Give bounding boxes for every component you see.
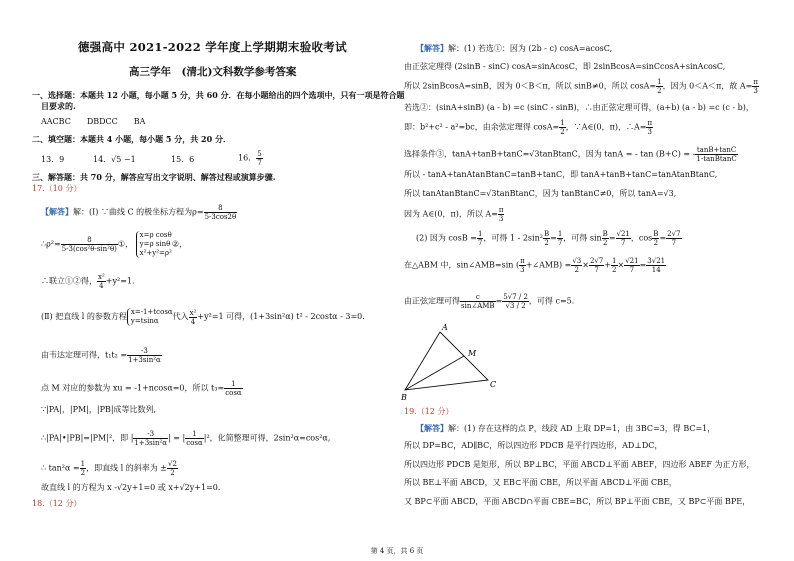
- label-c: C: [490, 380, 497, 389]
- q18-line10-f4-d: 2: [603, 239, 608, 247]
- q18-line5-den: 2: [560, 128, 565, 136]
- q18-line10-f7-d: 7: [671, 239, 677, 247]
- part1-heading: 一、选择题：本题共 12 小题，每小题 5 分，共 60 分．在每小题给出的四个选项中，只有一项是符合题: [32, 90, 405, 100]
- q17-line10-eq2: √2y+1=0.: [179, 483, 221, 492]
- q17-line6-frac: [224, 380, 242, 397]
- label-a: A: [442, 323, 448, 332]
- q18-line10-f3-n: 1: [557, 230, 563, 238]
- answer-16-num: 5: [257, 150, 262, 158]
- q18-line10-f7-n: 2√7: [667, 230, 681, 238]
- q17-line8-frac2: [185, 430, 203, 447]
- question-18-label: 18.（12 分）: [32, 499, 82, 508]
- q17-line4: [41, 308, 365, 326]
- q17-line1-den: 5-3cos2θ: [204, 213, 237, 221]
- q17-line8-tail: |²，化简整理可得，2sin²α=cos²α,: [203, 433, 331, 443]
- q18-line5-den2: 3: [647, 128, 652, 136]
- q18-line12-f2-n: 5√7 / 2: [503, 293, 528, 301]
- q17-line4-num: x²: [189, 308, 197, 317]
- part3-heading: 三、解答题：共 70 分，解答应写出文字说明、解答过程或演算步骤.: [32, 172, 276, 182]
- q17-line1-num: 8: [204, 204, 238, 213]
- q18-line3-mid: ，因为 0＜A＜π，故 A=: [662, 81, 753, 91]
- q18-line11-f5: [624, 257, 639, 274]
- q18-line3-den: 2: [657, 87, 662, 95]
- q17-line4-text: (Ⅱ) 把直线 l 的参数方程: [41, 312, 127, 321]
- segment-bm: [405, 356, 464, 390]
- q17-line10-text: 故直线 l 的方程为 x -: [41, 483, 117, 492]
- q18-line12-f1-d: sin∠AMB: [461, 302, 495, 310]
- q17-line3-frac: [97, 273, 106, 290]
- system-row-3: x²+y²=ρ²: [139, 249, 172, 257]
- q18-line11-f3-d: 7: [594, 266, 599, 274]
- page-footer: 第 4 页，共 6 页: [370, 547, 424, 555]
- q17-line8-text: ∴|PA|•|PB|=|PM|²，即 |: [41, 433, 134, 443]
- q18-line10-f4-n: B: [602, 230, 608, 238]
- q17-line10: [41, 483, 220, 493]
- q17-line5-num: -3: [127, 347, 162, 356]
- q18-line11-f1-d: 3: [520, 266, 525, 274]
- q18-line11-b: +∠AMB) =: [525, 260, 572, 270]
- q18-line11-c: ×: [582, 260, 589, 270]
- q18-line12-c: ，可得 c=5.: [528, 296, 575, 306]
- q19-line3: 所以四边形 PDCB 是矩形，所以 BP⊥BC，平面 ABCD⊥平面 ABEF，四边形 ABEF 为正方形，: [404, 460, 755, 469]
- q18-line3-frac2: [752, 78, 759, 95]
- q17-line1-frac: [204, 204, 238, 221]
- triangle-abc: [405, 332, 488, 390]
- q18-line12-text: 由正弦定理可得: [404, 296, 460, 306]
- q17-line5-text: 由韦达定理可得，t₁t₂ =: [41, 350, 128, 360]
- q17-line10-or: 或 x+: [157, 483, 180, 492]
- q18-line11-f1-n: π: [520, 257, 525, 265]
- q18-line10-d: ，可得 sin: [563, 233, 602, 243]
- q18-line10-f5: [616, 230, 631, 247]
- q17-line4-tail: +y²=1 可得，(1+3sin²α) t² - 2costα - 3=0.: [197, 312, 365, 321]
- q17-line2-mark2: ②，: [171, 239, 187, 249]
- part1-heading-cont: 目要求的.: [41, 101, 76, 111]
- q18-line10-f6-n: B: [653, 230, 659, 238]
- q17-line8-num: -3: [133, 430, 168, 439]
- question-19-label: 19.（12 分）: [404, 407, 454, 416]
- q17-line9-mid: ，即直线 l 的斜率为 ±: [86, 463, 167, 473]
- q18-line11-f2: [571, 257, 582, 274]
- q18-line3-num: 1: [657, 78, 662, 86]
- q18-line12-f1: [460, 293, 496, 310]
- q17-line6-num: 1: [224, 380, 242, 389]
- q18-line3-text: 所以 2sinBcosA=sinB，因为 0＜B＜π，所以 sinB≠0，所以 cosA=: [404, 81, 657, 91]
- q17-line9-frac2: [167, 460, 178, 477]
- q18-line10-f2-d: 2: [544, 239, 549, 247]
- q18-line11-f3: [589, 257, 604, 274]
- q17-line10-eq1: √2y+1=0: [116, 483, 156, 492]
- answer-16: [238, 150, 263, 167]
- q17-line6: [41, 380, 243, 397]
- q18-line10-e: =: [608, 233, 616, 243]
- q18-line12-f1-n: c: [460, 293, 496, 302]
- q17-line5-frac: [127, 347, 162, 364]
- q18-line3: [404, 78, 759, 95]
- q18-line10-f1-n: 1: [477, 230, 483, 238]
- q17-line8-den2: cosα: [186, 439, 203, 447]
- q17-line4-sub: 代入: [172, 312, 189, 321]
- answer-16-den: 7: [257, 159, 262, 167]
- q18-line6-text: 选择条件③，tanA+tanB+tanC=√3tanBtanC，因为 tanA = - tan (B+C) = -: [404, 149, 696, 159]
- q18-line8: 所以 tanAtanBtanC=√3tanBtanC，因为 tanBtanC≠0，所以 tanA=√3,: [404, 189, 677, 198]
- q18-line11-f2-d: 2: [574, 266, 580, 274]
- q18-line10-f1-d: 7: [477, 239, 483, 247]
- q17-line1-text: 解：(Ⅰ) ∵曲线 C 的极坐标方程为ρ=: [73, 207, 204, 217]
- answer-15: 15．6: [171, 155, 195, 164]
- q17-line4-den: 4: [190, 317, 196, 326]
- page-subtitle: 高三学年 (清北)文科数学参考答案: [129, 66, 297, 78]
- q17-line9-text: ∴ tan²α =: [41, 463, 80, 473]
- q18-line5-num2: π: [647, 119, 653, 127]
- q18-line10-c: =: [550, 233, 557, 243]
- q18-line12-f2: [502, 293, 529, 310]
- part2-heading: 二、填空题：本题共 4 小题，每小题 5 分，共 20 分．: [32, 134, 231, 144]
- q18-line6: [404, 146, 738, 163]
- answer-16-fraction: [256, 150, 262, 167]
- q18-line11-f2-n: √3: [572, 257, 582, 265]
- q17-line6-den: cosα: [225, 389, 242, 397]
- q17-line7: ∵|PA|，|PM|，|PB|成等比数列,: [41, 405, 157, 414]
- q17-line3-num: x²: [98, 273, 105, 281]
- q18-line11-f6-d: 14: [651, 266, 661, 274]
- q17-line2-text: ∴ρ²=: [41, 239, 61, 249]
- q18-line5-frac2: [646, 119, 653, 136]
- jiexi-label-19: 【解答】: [416, 423, 448, 433]
- q18-line12-b: =: [495, 296, 503, 306]
- label-m: M: [468, 349, 477, 358]
- q17-line2-frac: [61, 236, 118, 253]
- q17-line9-num: 1: [80, 460, 86, 468]
- q17-line8: [41, 430, 330, 447]
- q18-line11: [404, 257, 666, 274]
- system-row-1: x=ρ cosθ: [139, 231, 172, 239]
- q18-line10-f3-d: 7: [557, 239, 563, 247]
- q18-line5-text: 即：b²+c² - a²=bc，由余弦定理得 cosA=: [404, 122, 560, 132]
- q18-line9-text: 因为 A∈(0，π)，所以 A=: [404, 209, 498, 219]
- q17-line3-tail: +y²=1.: [105, 276, 135, 286]
- q17-line8-den: 1+3sin²α: [134, 439, 168, 447]
- q19-line5: 又 BP⊂平面 ABCD，平面 ABCD∩平面 CBE=BC，所以 BP⊥平面 CBE，又 BP⊂平面 BPE，: [404, 497, 751, 506]
- q18-line9-frac: [498, 206, 505, 223]
- q18-line11-e: ×: [617, 260, 625, 270]
- q17-line3-text: ∴联立①②得，: [41, 276, 97, 286]
- q17-line9: [41, 460, 178, 477]
- q18-line11-f5-d: 7: [629, 266, 635, 274]
- q18-line11-f4-n: 1: [612, 257, 617, 265]
- q18-line11-text: 在△ABM 中，sin∠AMB=sin (: [404, 260, 520, 270]
- q18-line1: [416, 43, 612, 54]
- q17-line5-den: 1+3sin²α: [128, 356, 161, 364]
- q18-line9: [404, 206, 504, 223]
- q17-line1: [41, 204, 237, 221]
- q17-line9-den2: 2: [170, 469, 175, 477]
- answer-13: 13．9: [41, 155, 65, 164]
- system-row-2: y=ρ sinθ: [139, 240, 171, 248]
- q19-line2: 所以 DP=BC，AD∥BC，所以四边形 PDCB 是平行四边形，AD⊥DC，: [404, 441, 663, 450]
- q18-line3-num2: π: [753, 78, 758, 86]
- q18-line11-f: =: [639, 260, 647, 270]
- question-17-label: 17.（10 分）: [32, 184, 82, 193]
- q18-line12-f2-d: √3 / 2: [505, 302, 526, 310]
- q17-line6-text: 点 M 对应的参数为 xu = -1+ncosα=0，所以 t₃=: [41, 383, 225, 393]
- q18-line11-d: +: [604, 260, 612, 270]
- jiexi-label-17: 【解答】: [41, 206, 73, 217]
- q18-line10-f2-n: B: [543, 230, 550, 238]
- q18-line5-mid: ，∵A∈(0，π)，∴A=: [565, 122, 647, 132]
- label-b: B: [401, 393, 407, 402]
- q19-line1: [416, 423, 715, 434]
- choice-answers: AACBC DBDCC BA: [41, 117, 146, 126]
- jiexi-label-18: 【解答】: [416, 43, 448, 53]
- q18-line1-text: 解：(1) 若选①：因为 (2b - c) cosA=acosC,: [448, 44, 613, 53]
- q18-line11-f4-d: 2: [612, 266, 617, 274]
- q18-line10-text: (2) 因为 cosB =: [416, 233, 477, 243]
- triangle-figure: [402, 322, 512, 402]
- q18-line5-num: 1: [560, 119, 565, 127]
- q17-line9-num2: √2: [167, 460, 177, 468]
- q18-line11-f5-n: √21: [625, 257, 639, 265]
- q18-line6-frac: [695, 146, 737, 163]
- q18-line7: 所以 - tanA+tanAtanBtanC=tanB+tanC，即 tanA+tanB+tanC=tanAtanBtanC,: [404, 170, 718, 179]
- q17-line8-frac: [133, 430, 168, 447]
- q18-line12: [404, 293, 574, 310]
- param-row-2: y=tsinα: [130, 317, 159, 325]
- param-row-1: x=-1+tcosα: [130, 308, 173, 316]
- q17-line8-mid: | = |: [168, 433, 186, 443]
- page-title: 德强高中 2021-2022 学年度上学期期末验收考试: [78, 40, 347, 54]
- q17-line3-den: 4: [99, 282, 104, 290]
- q18-line3-den2: 3: [753, 87, 758, 95]
- q17-line2-den: 5-3(cos²θ-sin²θ): [61, 245, 117, 253]
- q19-line1-text: 解：(1) 存在这样的点 P，线段 AD 上取 DP=1，由 3BC=3，得 BC=1，: [448, 424, 716, 433]
- q18-line11-f1: [519, 257, 526, 274]
- q18-line9-den: 3: [498, 215, 504, 223]
- q18-line10-b: ，可得 1 - 2sin²: [483, 233, 543, 243]
- q18-line10-f: ，cos: [630, 233, 653, 243]
- q17-line2-mark: ①，: [117, 239, 134, 249]
- q17-line2-num: 8: [61, 236, 118, 245]
- q18-line11-f3-n: 2√7: [589, 257, 604, 265]
- answer-16-label: 16．: [238, 153, 257, 163]
- q18-line10-f4: [602, 230, 609, 247]
- q18-line2: 由正弦定理得 (2sinB - sinC) cosA=sinAcosC，即 2sinBcosA=sinCcosA+sinAcosC,: [404, 62, 726, 71]
- q17-line5: [41, 347, 162, 364]
- q18-line10-f7: [666, 230, 681, 247]
- q18-line9-num: π: [498, 206, 504, 214]
- q17-line2: [41, 231, 187, 258]
- q17-line3: [41, 273, 135, 290]
- answer-14: 14．√5 −1: [93, 155, 136, 164]
- q18-line10-f5-d: 7: [620, 239, 626, 247]
- q18-line5: [404, 119, 653, 136]
- q18-line10-g: =: [659, 233, 667, 243]
- q18-line11-f6-n: 3√21: [647, 257, 666, 265]
- q18-line6-den: 1-tanBtanC: [696, 155, 737, 163]
- q17-line9-den: 2: [80, 469, 86, 477]
- q18-line10-f5-n: √21: [616, 230, 630, 238]
- q17-line8-num2: 1: [185, 430, 203, 439]
- q18-line4: 若选②：(sinA+sinB) (a - b) =c (sinC - sinB)，∴由正弦定理可得，(a+b) (a - b) =c (c - b)，: [404, 103, 754, 112]
- q17-line2-system: [136, 231, 172, 258]
- q18-line11-f6: [646, 257, 666, 274]
- q18-line10: [416, 230, 682, 247]
- q17-line4-system: [127, 308, 173, 326]
- q18-line6-num: tanB+tanC: [696, 146, 737, 154]
- q18-line10-f6-d: 2: [653, 239, 659, 247]
- q19-line4: 所以 BE⊥平面 ABCD，又 EB⊂平面 CBE，所以平面 ABCD⊥平面 CBE，: [404, 478, 677, 487]
